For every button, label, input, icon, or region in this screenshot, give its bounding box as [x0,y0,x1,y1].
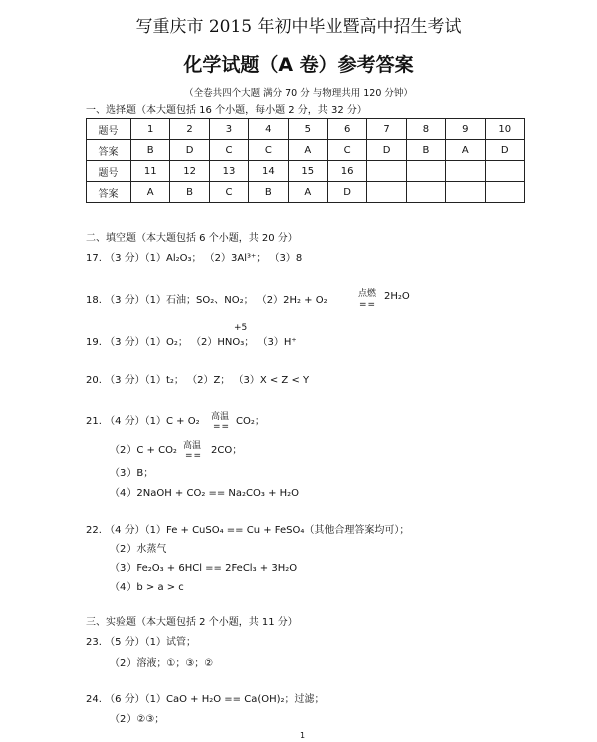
exam-note: （全卷共四个大题 满分 70 分 与物理共用 120 分钟） [184,88,413,99]
valence-mark: +5 [234,323,248,333]
table-cell: C [209,182,248,203]
table-cell: D [327,182,366,203]
equals-sign: == [359,300,377,310]
table-row [87,119,525,140]
table-cell: B [131,140,170,161]
row-label-number: 题号 [87,119,131,140]
answer-19: 19. （3 分）（1）O₂； （2）HNO₃； （3）H⁺ [86,337,297,348]
table-cell [406,161,445,182]
answer-24-1: 24. （6 分）（1）CaO + H₂O == Ca(OH)₂；过滤； [86,694,325,705]
answer-23-1: 23. （5 分）（1）试管； [86,637,196,648]
table-cell: 9 [446,119,485,140]
reaction-product: 2CO； [211,445,243,456]
reaction-condition: 高温 [211,412,230,422]
table-cell [485,182,524,203]
table-cell: B [406,140,445,161]
table-cell: A [131,182,170,203]
table-cell: 2 [170,119,209,140]
row-label-answer: 答案 [87,182,131,203]
table-cell: 6 [327,119,366,140]
answer-22-4: （4）b > a > c [110,582,184,593]
table-cell: 15 [288,161,327,182]
table-cell: D [170,140,209,161]
equals-sign: == [185,451,203,461]
table-cell: B [170,182,209,203]
reaction-condition: 点燃 [358,289,377,299]
reaction-product: CO₂； [236,416,265,427]
answer-21-2: （2）C + CO₂ [110,445,177,456]
table-cell: 3 [209,119,248,140]
page-number: 1 [300,731,306,740]
table-cell: 11 [131,161,170,182]
table-row [87,161,525,182]
answer-22-3: （3）Fe₂O₃ + 6HCl == 2FeCl₃ + 3H₂O [110,563,298,574]
table-cell: 8 [406,119,445,140]
answer-21-3: （3）B； [110,468,154,479]
answer-17: 17. （3 分）（1）Al₂O₃； （2）3Al³⁺； （3）8 [86,253,303,264]
document-subtitle: 化学试题（A 卷）参考答案 [183,54,414,76]
section3-heading: 三、实验题（本大题包括 2 个小题，共 11 分） [86,617,298,628]
table-cell [446,182,485,203]
table-cell: C [327,140,366,161]
answer-table [86,118,525,203]
table-cell: 13 [209,161,248,182]
section2-heading: 二、填空题（本大题包括 6 个小题，共 20 分） [86,233,298,244]
row-label-answer: 答案 [87,140,131,161]
table-cell [367,161,406,182]
table-cell [406,182,445,203]
table-cell: C [209,140,248,161]
table-cell: 1 [131,119,170,140]
table-cell [485,161,524,182]
row-label-number: 题号 [87,161,131,182]
equals-sign: == [213,422,231,432]
table-cell: A [288,140,327,161]
table-cell: 4 [249,119,288,140]
table-cell: 14 [249,161,288,182]
table-cell: C [249,140,288,161]
answer-21-4: （4）2NaOH + CO₂ == Na₂CO₃ + H₂O [110,488,300,499]
table-cell [367,182,406,203]
answer-21-1: 21. （4 分）（1）C + O₂ [86,416,200,427]
answer-24-2: （2）②③； [110,714,165,725]
document-title: 写重庆市 2015 年初中毕业暨高中招生考试 [135,17,462,37]
answer-22-2: （2）水蒸气 [110,544,167,555]
section1-heading: 一、选择题（本大题包括 16 个小题，每小题 2 分，共 32 分） [86,105,367,116]
table-cell: 12 [170,161,209,182]
table-cell: A [446,140,485,161]
table-cell: 7 [367,119,406,140]
table-row [87,140,525,161]
answer-18: 18. （3 分）（1）石油；SO₂、NO₂； （2）2H₂ + O₂ [86,295,328,306]
table-cell: 10 [485,119,524,140]
reaction-product: 2H₂O [384,291,410,302]
table-cell: 5 [288,119,327,140]
table-cell: A [288,182,327,203]
table-cell: D [367,140,406,161]
answer-22-1: 22. （4 分）（1）Fe + CuSO₄ == Cu + FeSO₄（其他合理答案均可）； [86,525,410,536]
answer-20: 20. （3 分）（1）t₂； （2）Z； （3）X < Z < Y [86,375,310,386]
table-cell: D [485,140,524,161]
table-cell [446,161,485,182]
table-row [87,182,525,203]
reaction-condition: 高温 [183,441,202,451]
answer-23-2: （2）溶液；①；③；② [110,658,214,669]
table-cell: 16 [327,161,366,182]
table-cell: B [249,182,288,203]
